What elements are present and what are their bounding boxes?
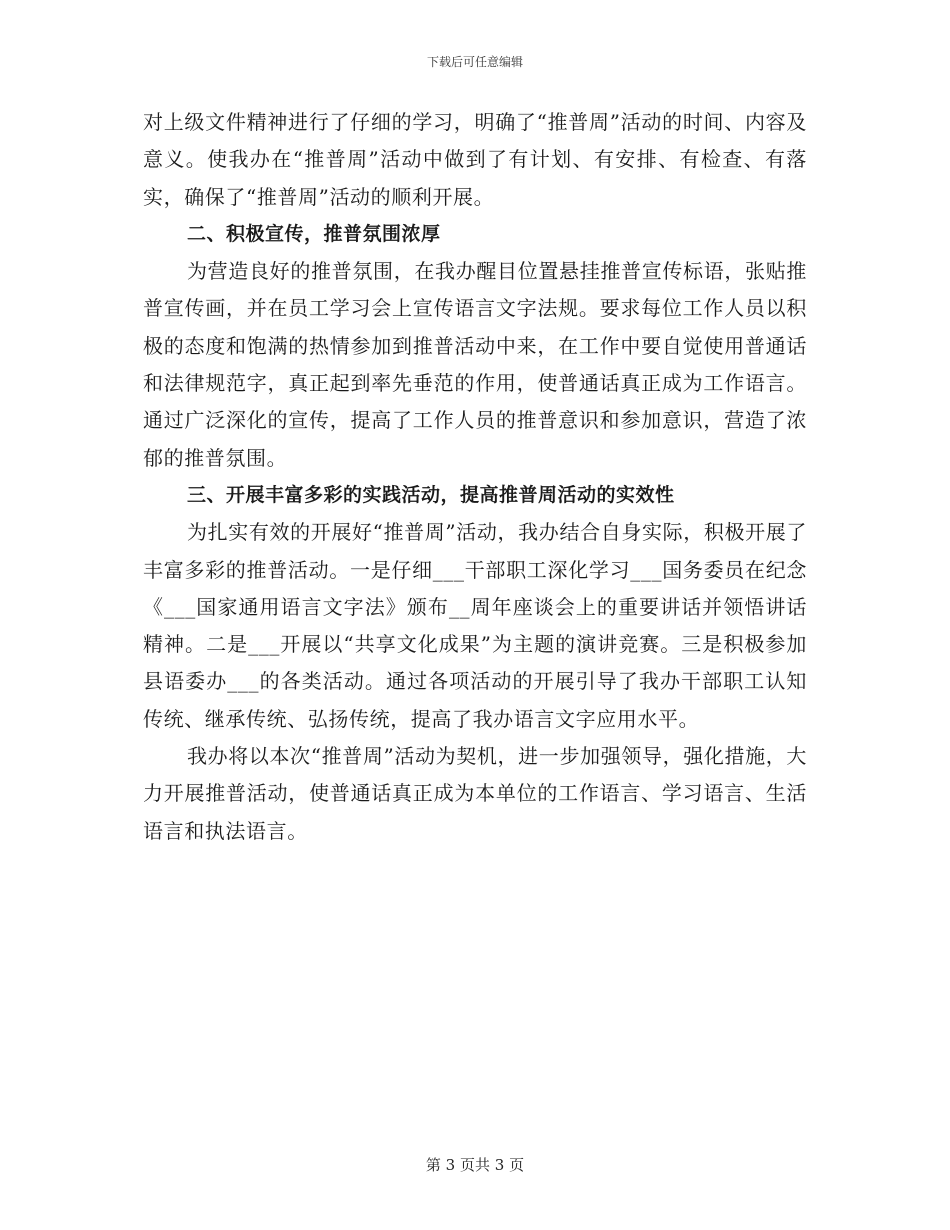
section-heading-2: 二、积极宣传，推普氛围浓厚 — [187, 222, 441, 245]
paragraph-promotion: 为营造良好的推普氛围，在我办醒目位置悬挂推普宣传标语，张贴推普宣传画，并在员工学习会上宣传语言文字法规。要求每位工作人员以积极的态度和饱满的热情参加到推普活动中来，在工作中要自觉使用普通话和法律规范字，真正起到率先垂范的作用，使普通话真正成为工作语言。通过广泛深化的宣传，提高了工作人员的推普意识和参加意识，营造了浓郁的推普氛围。 — [143, 259, 807, 470]
paragraph-activities: 为扎实有效的开展好“推普周”活动，我办结合自身实际，积极开展了丰富多彩的推普活动。一是仔细___干部职工深化学习___国务委员在纪念《___国家通用语言文字法》颁布__周年座谈会上的重要讲话并领悟讲话精神。二是___开展以“共享文化成果”为主题的演讲竞赛。三是积极参加县语委办___的各类活动。通过各项活动的开展引导了我办干部职工认知传统、继承传统、弘扬传统，提高了我办语言文字应用水平。 — [143, 520, 807, 731]
page-header: 下载后可任意编辑 — [426, 55, 523, 69]
paragraph-conclusion: 我办将以本次“推普周”活动为契机，进一步加强领导，强化措施，大力开展推普活动，使普通话真正成为本单位的工作语言、学习语言、生活语言和执法语言。 — [143, 744, 807, 843]
paragraph-continuation: 对上级文件精神进行了仔细的学习，明确了“推普周”活动的时间、内容及意义。使我办在“推普周”活动中做到了有计划、有安排、有检查、有落实，确保了“推普周”活动的顺利开展。 — [143, 110, 807, 209]
page-footer: 第 3 页共 3 页 — [425, 1156, 525, 1174]
document-body — [143, 104, 807, 850]
section-heading-3: 三、开展丰富多彩的实践活动，提高推普周活动的实效性 — [187, 483, 675, 506]
